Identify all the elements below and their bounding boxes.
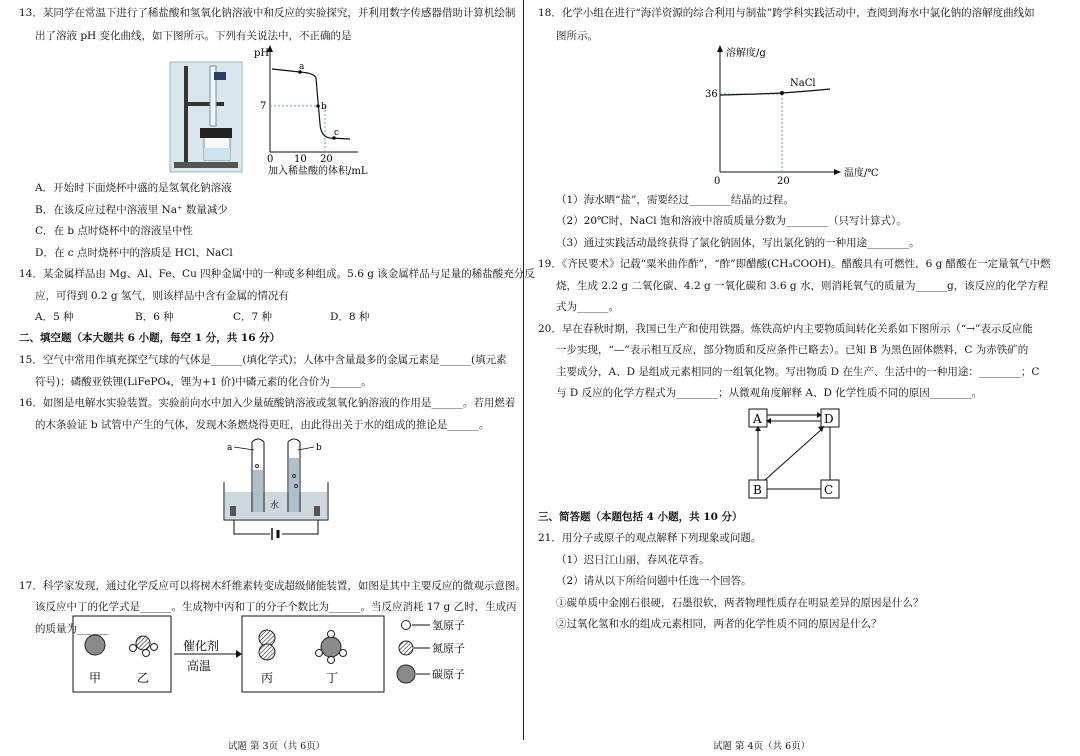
reactants-box [73, 616, 171, 692]
substance-relation-diagram [745, 406, 845, 504]
catalyst-label: 催化剂 [183, 639, 220, 653]
q17-line3: 的质量为______ [35, 623, 109, 635]
label-jia: 甲 [89, 671, 102, 685]
q15-line1: 15．空气中常用作填充探空气球的气体是______(填化学式)；人体中含量最多的金属元素是______(填元素 [19, 354, 507, 366]
q18-sub3: （3）通过实践活动最终获得了氯化钠固体，写出氯化钠的一种用途________。 [556, 237, 920, 249]
section-3-heading: 三、简答题（本题包括 4 小题，共 10 分） [538, 511, 743, 523]
carbon-atom-ding [321, 637, 341, 657]
q14-option-c: C．7 种 [233, 311, 273, 323]
ph-point-b [316, 104, 320, 108]
electrolysis-apparatus [210, 436, 340, 546]
q21-choice1: ①碳单质中金刚石很硬，石墨很软，两者物理性质存在明显差异的原因是什么？ [556, 597, 924, 609]
legend-carbon: 碳原子 [432, 668, 465, 681]
label-ding: 丁 [326, 671, 339, 685]
q14-option-b: B．6 种 [135, 311, 174, 323]
node-c-label: C [824, 483, 834, 497]
legend-nitrogen-icon [399, 641, 413, 655]
q19-line2: 烧，生成 2.2 g 二氧化碳、4.2 g 一氧化碳和 3.6 g 水，则消耗氧气的质量为______g，该反应的化学方程 [556, 280, 1049, 292]
ph-y-label: pH [254, 48, 270, 59]
ph-y-tick-7: 7 [260, 101, 267, 112]
node-d-label: D [824, 412, 834, 426]
q15-line2: 符号)；磷酸亚铁锂(LiFePO₄，锂为+1 价)中磷元素的化合价为______。 [35, 376, 372, 388]
q14-stem-line2: 应，可得到 0.2 g 氢气，则该样品中含有金属的情况有 [35, 290, 289, 302]
legend-nitrogen: 氮原子 [432, 642, 465, 655]
tube-a-label: a [227, 443, 233, 453]
label-yi: 乙 [137, 671, 150, 685]
solubility-x-label: 温度/℃ [844, 168, 879, 179]
q13-stem-line2: 出了溶液 pH 变化曲线，如下图所示。下列有关说法中，不正确的是 [35, 30, 352, 42]
q18-line1: 18．化学小组在进行“海洋资源的综合利用与制盐”跨学科实践活动中，查阅到海水中氯化钠的溶解度曲线如 [538, 7, 1035, 19]
q18-sub2: （2）20℃时，NaCl 饱和溶液中溶质质量分数为________（只写计算式）。 [556, 215, 907, 227]
micro-reaction-diagram [70, 610, 490, 700]
ph-point-c-label: c [334, 128, 340, 138]
ph-x-label: 加入稀盐酸的体积/mL [268, 166, 368, 177]
page-footer-right: 试题 第 4页（共 6页） [713, 741, 811, 752]
ph-point-a-label: a [299, 62, 305, 72]
q20-line2: 一步实现，“—”表示相互反应，部分物质和反应条件已略去）。已知 B 为黑色固体燃料，C 为赤铁矿的 [556, 344, 1029, 356]
q13-option-b: B．在该反应过程中溶液里 Na⁺ 数量减少 [35, 204, 228, 216]
nacl-curve [720, 89, 830, 95]
water-label: 水 [270, 501, 280, 511]
q20-line4: 与 D 反应的化学方程式为________；从微观角度解释 A、D 化学性质不同的原因________。 [556, 387, 983, 399]
q14-option-a: A．5 种 [35, 311, 74, 323]
q13-option-c: C．在 b 点时烧杯中的溶液呈中性 [35, 225, 193, 237]
q16-line1: 16．如图是电解水实验装置。实验前向水中加入少量硫酸钠溶液或氢氧化钠溶液的作用是______。若用燃着 [19, 397, 516, 409]
q19-line1: 19．《齐民要术》记载“粟米曲作酢”，“酢”即醋酸(CH₃COOH)。醋酸具有可燃性，6 g 醋酸在一定量氧气中燃 [538, 258, 1051, 270]
section-2-heading: 二、填空题（本大题共 6 小题，每空 1 分，共 16 分） [19, 332, 281, 344]
q17-line1: 17．科学家发现，通过化学反应可以将树木纤维素转变成超级储能装置，如图是其中主要反应的微观示意图。 [19, 580, 526, 592]
ph-origin: 0 [267, 154, 274, 165]
q21-sub1: （1）迟日江山丽，春风花草香。 [556, 554, 710, 566]
legend-hydrogen-icon [402, 621, 411, 630]
ph-x-tick-20: 20 [320, 154, 333, 165]
q21-sub2: （2）请从以下所给问题中任选一个回答。 [556, 575, 752, 587]
q14-option-d: D．8 种 [330, 311, 370, 323]
carbon-atom-jia [85, 635, 105, 655]
q21-line1: 21．用分子或原子的观点解释下列现象或问题。 [538, 532, 762, 544]
q17-line2: 该反应中丁的化学式是______。生成物中丙和丁的分子个数比为______。当反应消耗 17 g 乙时，生成丙 [35, 601, 517, 613]
q13-stem-line1: 13．某同学在常温下进行了稀盐酸和氢氧化钠溶液中和反应的实验探究，并利用数字传感器借助计算机绘制 [19, 7, 516, 19]
temp-label: 高温 [187, 659, 212, 673]
solubility-origin: 0 [714, 176, 721, 187]
nacl-series-label: NaCl [790, 78, 816, 89]
label-bing: 丙 [261, 671, 274, 685]
legend-carbon-icon [397, 665, 415, 683]
solubility-y-label: 溶解度/g [726, 48, 766, 59]
page-footer-left: 试题 第 3页（共 6页） [228, 741, 326, 752]
nitrogen-atom-yi [136, 636, 150, 650]
q18-sub1: （1）海水晒“盐”，需要经过________结晶的过程。 [556, 194, 794, 206]
solubility-y-tick-36: 36 [705, 89, 718, 100]
n2-atom-2 [259, 644, 275, 660]
node-a-label: A [753, 412, 762, 426]
q21-choice2: ②过氧化氢和水的组成元素相同，两者的化学性质不同的原因是什么？ [556, 618, 882, 630]
ph-curve-chart [250, 42, 370, 182]
q18-line2: 图所示。 [556, 30, 598, 42]
nacl-point-20c [780, 91, 784, 95]
q13-option-a: A．开始时下面烧杯中盛的是氢氧化钠溶液 [35, 182, 232, 194]
ph-x-tick-10: 10 [294, 154, 307, 165]
q13-option-d: D．在 c 点时烧杯中的溶质是 HCl、NaCl [35, 247, 233, 259]
q20-line1: 20．早在春秋时期，我国已生产和使用铁器。炼铁高炉内主要物质间转化关系如下图所示（“→”表示反应能 [538, 323, 1033, 335]
titration-apparatus-photo [170, 62, 242, 172]
ph-point-b-label: b [321, 102, 327, 112]
node-b-label: B [753, 483, 762, 497]
column-divider [523, 0, 524, 740]
solubility-x-tick-20: 20 [777, 176, 790, 187]
q16-line2: 的木条验证 b 试管中产生的气体，发现木条燃烧得更旺，由此得出关于水的组成的推论是______。 [35, 419, 490, 431]
q20-line3: 主要成分，A、D 是组成元素相同的一组氧化物。写出物质 D 在生产、生活中的一种用途：________；C [556, 366, 1040, 378]
legend-hydrogen: 氢原子 [432, 619, 465, 632]
q14-stem-line1: 14．某金属样品由 Mg、Al、Fe、Cu 四种金属中的一种或多种组成。5.6 g 该金属样品与足量的稀盐酸充分反 [19, 268, 535, 280]
tube-b-label: b [316, 443, 322, 453]
q19-line3: 式为______。 [556, 301, 619, 313]
solubility-chart [700, 42, 890, 188]
